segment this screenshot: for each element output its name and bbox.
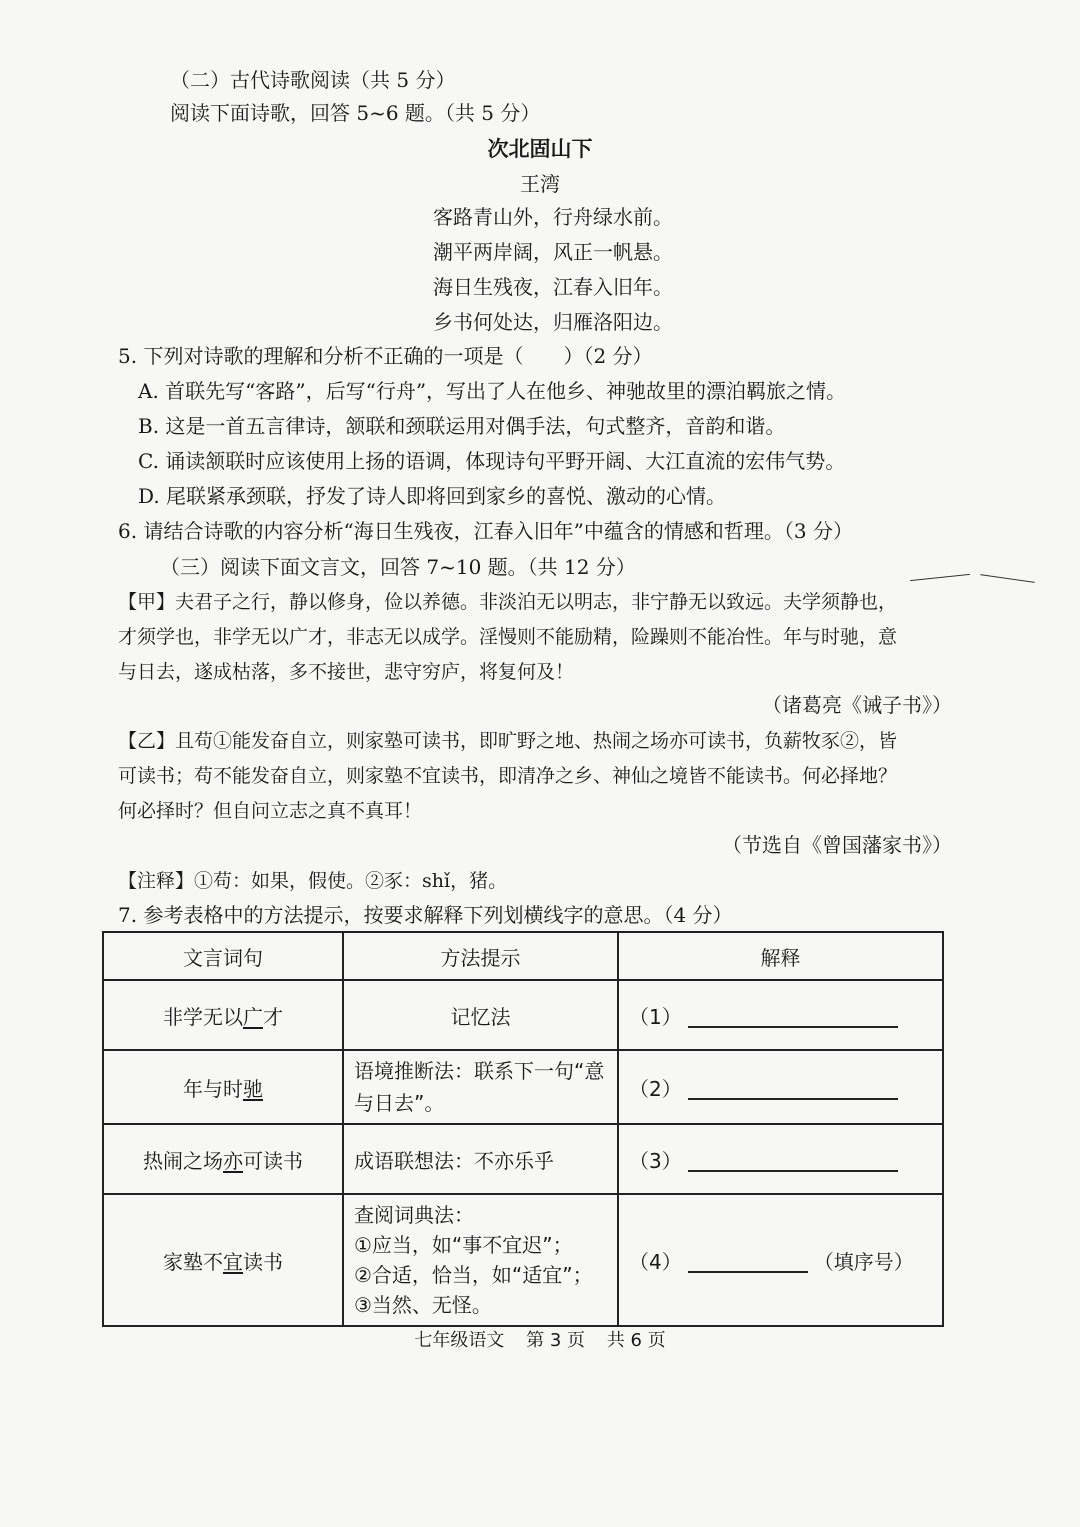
passage-jia-line-1: 【甲】夫君子之行，静以修身，俭以养德。非淡泊无以明志，非宁静无以致远。夫学须静也，: [118, 591, 898, 613]
phrase-cell: 非学无以广才: [103, 980, 343, 1050]
answer-cell: （3）: [618, 1124, 943, 1194]
answer-blank[interactable]: [688, 1251, 808, 1273]
poem-line-2: 潮平两岸阔，风正一帆悬。: [433, 240, 673, 264]
poem-author: 王湾: [520, 172, 560, 196]
answer-blank[interactable]: [688, 1006, 898, 1028]
phrase-cell: 家塾不宜读书: [103, 1194, 343, 1326]
hint-cell: 记忆法: [343, 980, 618, 1050]
page-footer: [0, 1326, 1080, 1352]
q5-stem: 5. 下列对诗歌的理解和分析不正确的一项是（ ）（2 分）: [118, 344, 653, 368]
hint-cell: 语境推断法：联系下一句“意 与日去”。: [343, 1050, 618, 1124]
q7-table-header: [103, 932, 943, 980]
passage-jia-source: （诸葛亮《诫子书》）: [762, 693, 952, 717]
answer-cell: （1）: [618, 980, 943, 1050]
footer-page: 第 3 页: [526, 1330, 585, 1351]
pen-mark: [910, 574, 970, 581]
passage-yi-source: （节选自《曾国藩家书》）: [722, 833, 952, 857]
underlined-char: 驰: [243, 1076, 263, 1101]
footer-subject: 七年级语文: [414, 1330, 505, 1351]
header-cell: 文言词句: [103, 932, 343, 980]
footer-total: 共 6 页: [606, 1330, 666, 1351]
section2-instruction: 阅读下面诗歌，回答 5~6 题。（共 5 分）: [170, 101, 541, 125]
table-row: [103, 1050, 943, 1124]
q7-table: [102, 931, 944, 1327]
header-cell: 方法提示: [343, 932, 618, 980]
table-row: [103, 980, 943, 1050]
underlined-char: 宜: [223, 1249, 243, 1274]
underlined-char: 亦: [223, 1148, 243, 1173]
passage-jia-line-2: 才须学也，非学无以广才，非志无以成学。淫慢则不能励精，险躁则不能冶性。年与时驰，意: [118, 626, 898, 648]
section3-heading: （三）阅读下面文言文，回答 7~10 题。（共 12 分）: [160, 555, 636, 579]
q6-stem: 6. 请结合诗歌的内容分析“海日生残夜，江春入旧年”中蕴含的情感和哲理。（3 分）: [118, 519, 853, 543]
poem-line-3: 海日生残夜，江春入旧年。: [433, 275, 673, 299]
q5-option-c: C. 诵读颔联时应该使用上扬的语调，体现诗句平野开阔、大江直流的宏伟气势。: [138, 449, 846, 473]
phrase-cell: 年与时驰: [103, 1050, 343, 1124]
q5-option-a: A. 首联先写“客路”，后写“行舟”，写出了人在他乡、神驰故里的漂泊羁旅之情。: [138, 379, 847, 403]
poem-line-1: 客路青山外，行舟绿水前。: [433, 205, 673, 229]
pen-mark: [980, 574, 1035, 583]
answer-cell: （4） （填序号）: [618, 1194, 943, 1326]
header-cell: 解释: [618, 932, 943, 980]
notes: 【注释】①苟：如果，假使。②豕：shǐ，猪。: [118, 870, 508, 892]
passage-yi-line-3: 何必择时？但自问立志之真不真耳！: [118, 800, 423, 822]
table-row: [103, 1194, 943, 1326]
poem-line-4: 乡书何处达，归雁洛阳边。: [433, 310, 673, 334]
phrase-cell: 热闹之场亦可读书: [103, 1124, 343, 1194]
section2-heading: （二）古代诗歌阅读（共 5 分）: [170, 68, 456, 92]
hint-cell: 查阅词典法： ①应当，如“事不宜迟”； ②合适，恰当，如“适宜”； ③当然、无怪。: [343, 1194, 618, 1326]
q5-option-d: D. 尾联紧承颈联，抒发了诗人即将回到家乡的喜悦、激动的心情。: [138, 484, 727, 508]
q7-stem: 7. 参考表格中的方法提示，按要求解释下列划横线字的意思。（4 分）: [118, 903, 733, 927]
q5-option-b: B. 这是一首五言律诗，颔联和颈联运用对偶手法，句式整齐，音韵和谐。: [138, 414, 786, 438]
passage-jia-line-3: 与日去，遂成枯落，多不接世，悲守穷庐，将复何及！: [118, 661, 575, 683]
answer-blank[interactable]: [688, 1150, 898, 1172]
table-row: [103, 1124, 943, 1194]
passage-yi-line-2: 可读书；苟不能发奋自立，则家塾不宜读书，即清净之乡、神仙之境皆不能读书。何必择地？: [118, 765, 898, 787]
poem-title: 次北固山下: [487, 137, 593, 161]
underlined-char: 广: [243, 1004, 263, 1029]
answer-cell: （2）: [618, 1050, 943, 1124]
hint-cell: 成语联想法：不亦乐乎: [343, 1124, 618, 1194]
passage-yi-line-1: 【乙】且苟①能发奋自立，则家塾可读书，即旷野之地、热闹之场亦可读书，负薪牧豕②，皆: [118, 730, 898, 752]
answer-blank[interactable]: [688, 1078, 898, 1100]
